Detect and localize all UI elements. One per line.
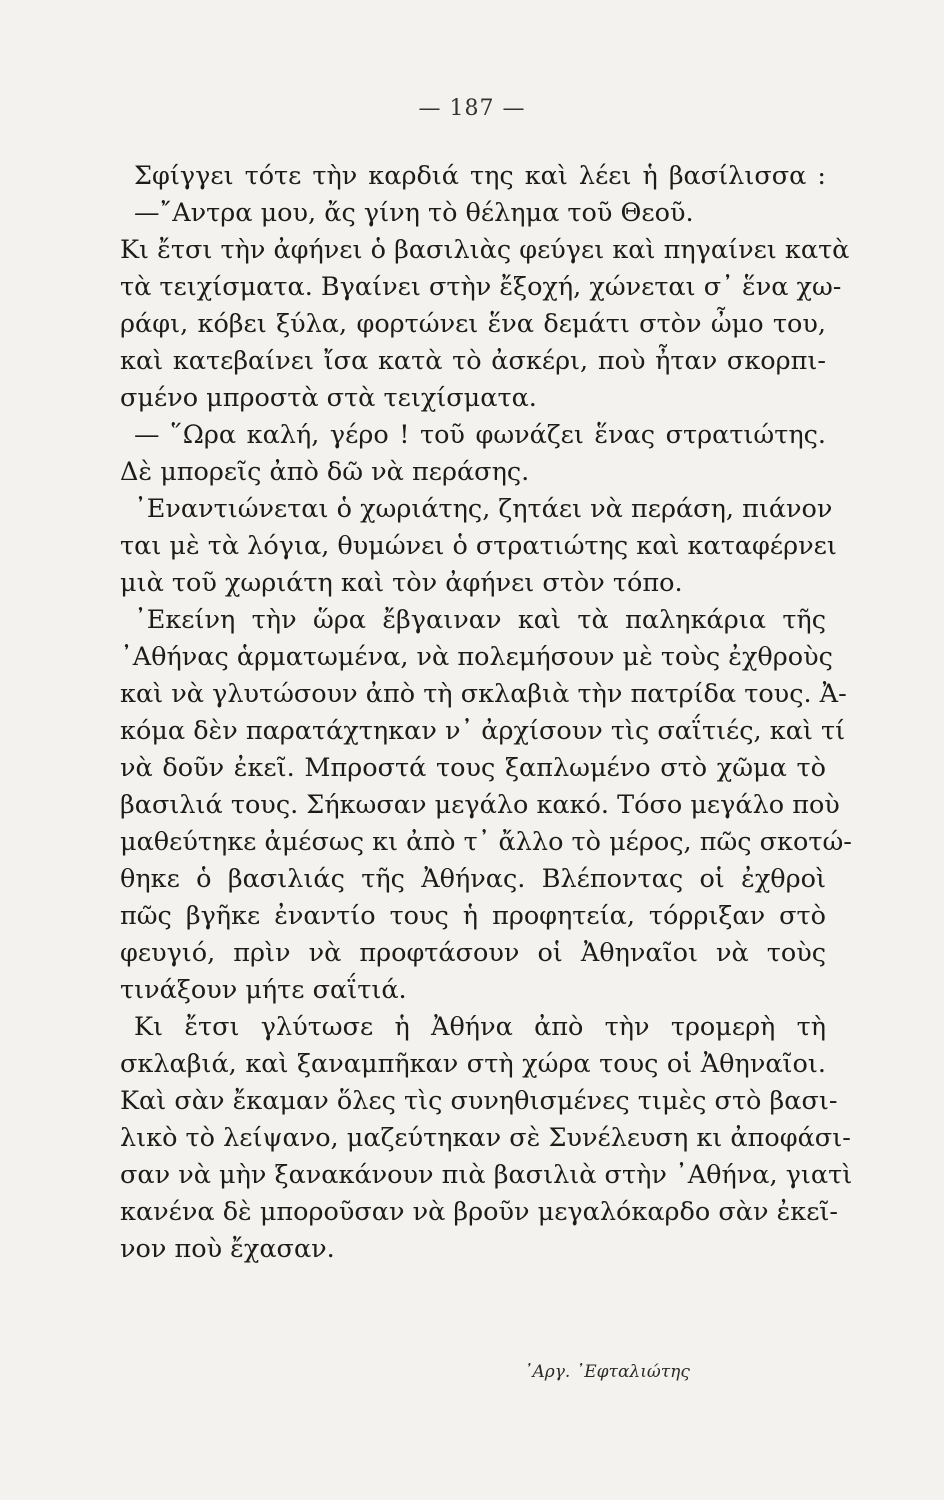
text-line: ᾽Εκείνη τὴν ὥρα ἔβγαιναν καὶ τὰ παληκάρια τῆς xyxy=(134,605,826,635)
text-line: ται μὲ τὰ λόγια, θυμώνει ὁ στρατιώτης καὶ καταφέρνει xyxy=(120,531,837,561)
text-line: ράφι, κόβει ξύλα, φορτώνει ἕνα δεμάτι στὸν ὦμο του, xyxy=(120,309,826,339)
text-line: κανένα δὲ μποροῦσαν νὰ βροῦν μεγαλόκαρδο σὰν ἐκεῖ- xyxy=(120,1197,839,1227)
text-line: κόμα δὲν παρατάχτηκαν ν᾽ ἀρχίσουν τὶς σαΐτιές, καὶ τί xyxy=(120,716,846,746)
text-line: νον ποὺ ἔχασαν. xyxy=(120,1234,335,1264)
text-line: καὶ κατεβαίνει ἴσα κατὰ τὸ ἀσκέρι, ποὺ ἦταν σκορπι- xyxy=(120,346,826,376)
text-line: θηκε ὁ βασιλιάς τῆς Ἀθήνας. Βλέποντας οἱ ἐχθροὶ xyxy=(120,864,826,894)
page-number: — 187 — xyxy=(418,96,526,121)
text-line: καὶ νὰ γλυτώσουν ἀπὸ τὴ σκλαβιὰ τὴν πατρίδα τους. Ἀ- xyxy=(120,679,847,709)
text-line: λικὸ τὸ λείψανο, μαζεύτηκαν σὲ Συνέλευση κι ἀποφάσι- xyxy=(120,1123,851,1153)
author-signature: ᾽Αργ. ᾽Εφταλιώτης xyxy=(524,1362,690,1382)
body-text xyxy=(120,158,853,1268)
text-line: — ῞Ωρα καλή, γέρο ! τοῦ φωνάζει ἕνας στρατιώτης. xyxy=(134,420,826,450)
text-line: —῎Αντρα μου, ἄς γίνη τὸ θέλημα τοῦ Θεοῦ. xyxy=(134,198,694,228)
text-line: σμένο μπροστὰ στὰ τειχίσματα. xyxy=(120,383,537,413)
text-line: Σφίγγει τότε τὴν καρδιά της καὶ λέει ἡ βασίλισσα : xyxy=(134,161,826,191)
text-line: Κι ἔτσι γλύτωσε ἡ Ἀθήνα ἀπὸ τὴν τρομερὴ τὴ xyxy=(134,1012,826,1042)
text-line: τινάξουν μήτε σαΐτιά. xyxy=(120,975,407,1005)
text-line: ᾽Εναντιώνεται ὁ χωριάτης, ζητάει νὰ περάση, πιάνον xyxy=(134,494,833,524)
text-line: μαθεύτηκε ἀμέσως κι ἀπὸ τ᾽ ἄλλο τὸ μέρος, πῶς σκοτώ- xyxy=(120,827,852,857)
text-line: μιὰ τοῦ χωριάτη καὶ τὸν ἀφήνει στὸν τόπο. xyxy=(120,568,683,598)
text-line: βασιλιά τους. Σήκωσαν μεγάλο κακό. Τόσο μεγάλο ποὺ xyxy=(120,790,840,820)
text-line: Καὶ σὰν ἔκαμαν ὅλες τὶς συνηθισμένες τιμὲς στὸ βασι- xyxy=(120,1086,838,1116)
text-line: πῶς βγῆκε ἐναντίο τους ἡ προφητεία, τόρριξαν στὸ xyxy=(120,901,826,931)
text-line: φευγιό, πρὶν νὰ προφτάσουν οἱ Ἀθηναῖοι νὰ τοὺς xyxy=(120,938,826,968)
text-line: Κι ἔτσι τὴν ἀφήνει ὁ βασιλιὰς φεύγει καὶ πηγαίνει κατὰ xyxy=(120,235,850,265)
text-line: Δὲ μπορεῖς ἀπὸ δῶ νὰ περάσης. xyxy=(120,457,530,487)
text-line: τὰ τειχίσματα. Βγαίνει στὴν ἔξοχή, χώνεται σ᾽ ἕνα χω- xyxy=(120,272,842,302)
text-line: νὰ δοῦν ἐκεῖ. Μπροστά τους ξαπλωμένο στὸ χῶμα τὸ xyxy=(120,753,826,783)
text-line: σκλαβιά, καὶ ξαναμπῆκαν στὴ χώρα τους οἱ Ἀθηναῖοι. xyxy=(120,1049,826,1079)
text-line: σαν νὰ μὴν ξανακάνουν πιὰ βασιλιὰ στὴν ᾽Αθήνα, γιατὶ xyxy=(120,1160,853,1190)
text-line: ᾽Αθήνας ἁρματωμένα, νὰ πολεμήσουν μὲ τοὺς ἐχθροὺς xyxy=(120,642,833,672)
